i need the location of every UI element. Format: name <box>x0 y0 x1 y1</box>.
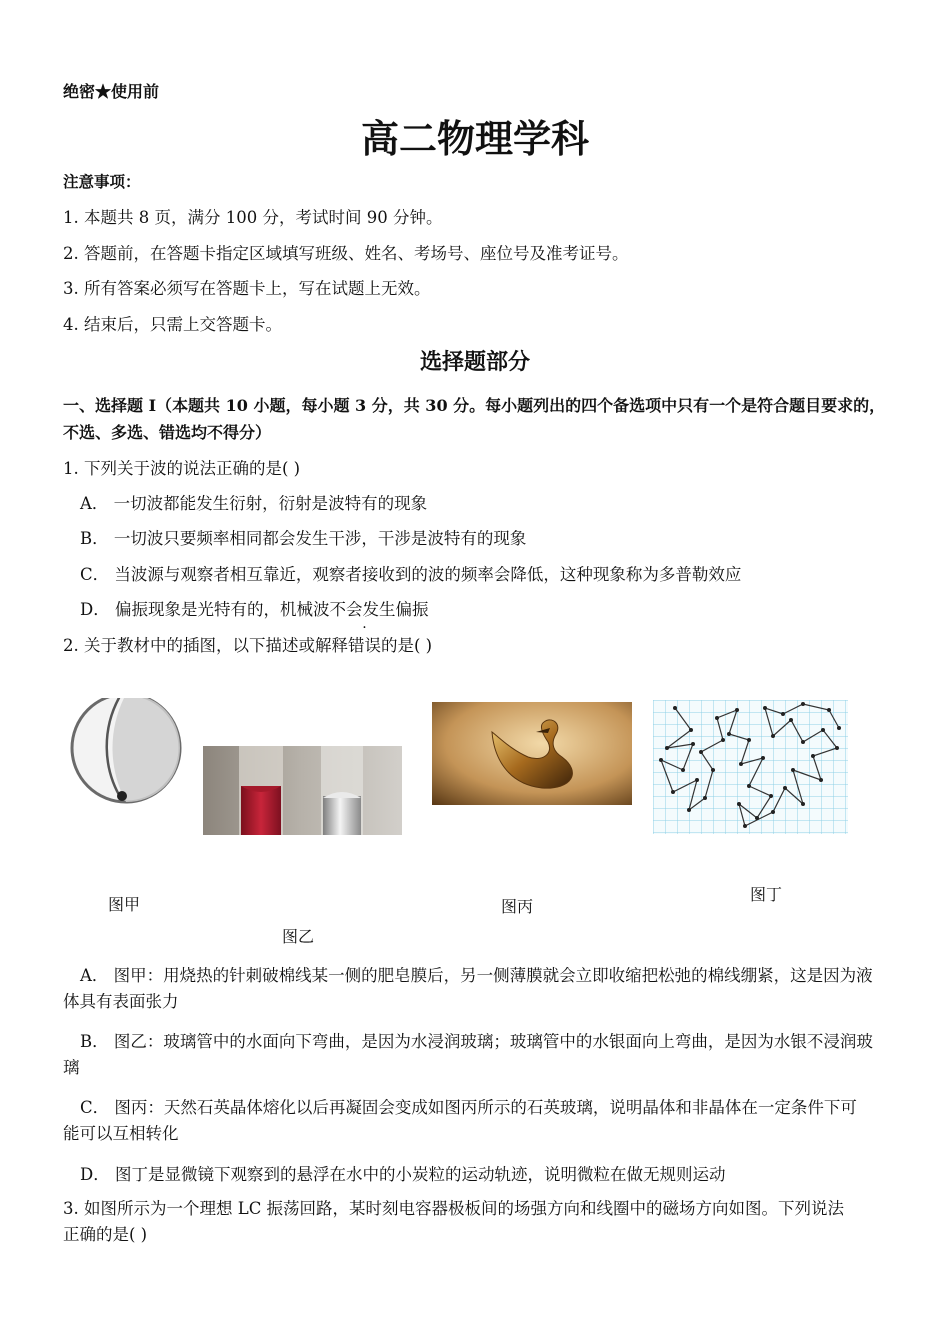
notice-heading: 注意事项： <box>63 172 141 191</box>
figure-yi-caption: 图乙 <box>282 927 315 946</box>
figure-bing-caption: 图丙 <box>501 897 534 916</box>
notice-item: 1. 本题共 8 页，满分 100 分，考试时间 90 分钟。 <box>63 208 443 227</box>
question-2-stem <box>63 632 432 656</box>
figure-jia-image <box>68 698 186 808</box>
question-1-option-b: B． 一切波只要频率相同都会发生干涉，干涉是波特有的现象 <box>80 529 527 548</box>
notice-item: 3. 所有答案必须写在答题卡上，写在试题上无效。 <box>63 279 431 298</box>
question-1-option-a: A． 一切波都能发生衍射，衍射是波特有的现象 <box>80 494 428 513</box>
question-2-option-b: B． 图乙：玻璃管中的水面向下弯曲，是因为水浸润玻璃；玻璃管中的水银面向上弯曲，是因为水银不浸润玻璃 <box>63 1032 873 1077</box>
figure-ding-caption: 图丁 <box>750 885 783 904</box>
notice-item: 4. 结束后，只需上交答题卡。 <box>63 315 282 334</box>
question-3-stem: 3. 如图所示为一个理想 LC 振荡回路，某时刻电容器极板间的场强方向和线圈中的磁场方向如图。下列说法正确的是( ) <box>63 1199 845 1244</box>
question-2-option-d: D． 图丁是显微镜下观察到的悬浮在水中的小炭粒的运动轨迹，说明微粒在做无规则运动 <box>80 1165 726 1184</box>
question-2-stem-end: 的是( ) <box>381 636 433 655</box>
confidential-label: 绝密★使用前 <box>63 82 160 101</box>
notice-item: 2. 答题前，在答题卡指定区域填写班级、姓名、考场号、座位号及准考证号。 <box>63 244 629 263</box>
figure-ding-image <box>653 700 848 834</box>
part-title: 一、选择题 Ⅰ（本题共 10 小题，每小题 3 分，共 30 分。每小题列出的四个备选项中只有一个是符合题目要求的，不选、多选、错选均不得分） <box>63 396 886 442</box>
question-1-option-d: D． 偏振现象是光特有的，机械波不会发生偏振 <box>80 600 429 619</box>
section-heading: 选择题部分 <box>419 349 530 375</box>
question-2-option-c: C． 图丙：天然石英晶体熔化以后再凝固会变成如图丙所示的石英玻璃，说明晶体和非晶体在一定条件下可能可以互相转化 <box>63 1098 857 1143</box>
question-2-option-a: A． 图甲：用烧热的针刺破棉线某一侧的肥皂膜后，另一侧薄膜就会立即收缩把松弛的棉线绷紧，这是因为液体具有表面张力 <box>63 966 873 1011</box>
question-1-option-c: C． 当波源与观察者相互靠近，观察者接收到的波的频率会降低，这种现象称为多普勒效应 <box>80 565 742 584</box>
question-2-stem-start: 2. 关于教材中的插图，以下描述或解释 <box>63 636 348 655</box>
question-1-stem: 1. 下列关于波的说法正确的是( ) <box>63 459 301 478</box>
page-title: 高二物理学科 <box>360 116 589 161</box>
figure-jia-caption: 图甲 <box>108 895 141 914</box>
question-2-stem-emphasis: 错误 <box>348 636 381 655</box>
figure-yi-image <box>203 746 402 835</box>
figure-bing-image <box>432 702 632 805</box>
